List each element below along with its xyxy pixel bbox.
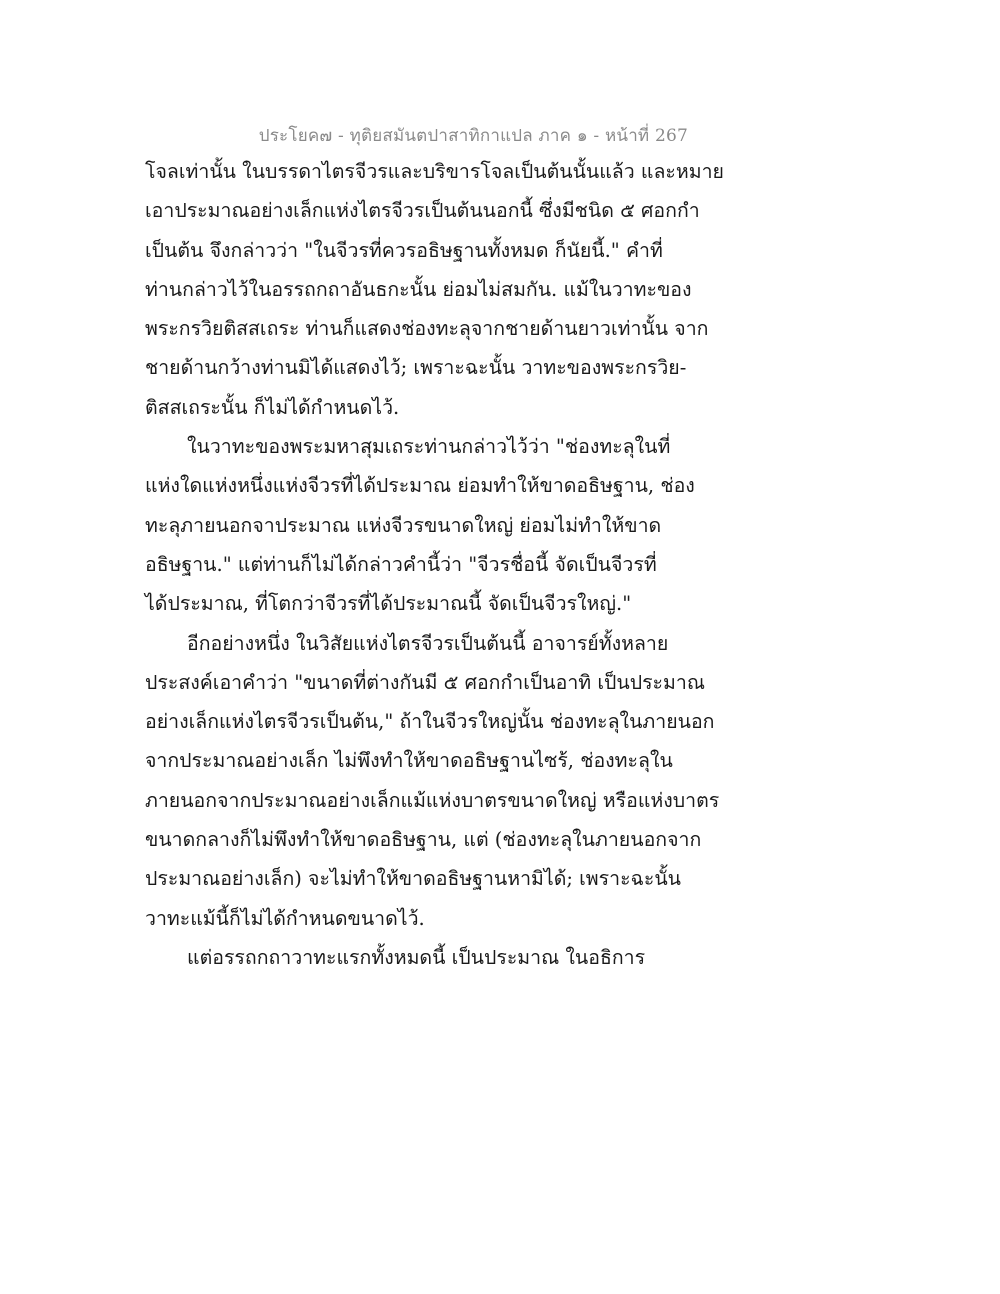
running-header: ประโยค๗ - ทุติยสมันตปาสาทิกาแปล ภาค ๑ - หน้าที่ 267 — [258, 126, 688, 146]
text-line: ได้ประมาณ, ที่โตกว่าจีวรที่ได้ประมาณนี้ จัดเป็นจีวรใหญ่." — [145, 592, 632, 616]
text-line: ติสสเถระนั้น ก็ไม่ได้กำหนดไว้. — [145, 395, 400, 419]
text-line: วาทะแม้นี้ก็ไม่ได้กำหนดขนาดไว้. — [145, 906, 425, 930]
text-line: ชายด้านกว้างท่านมิได้แสดงไว้; เพราะฉะนั้น วาทะของพระกรวิย- — [145, 356, 687, 380]
text-line: ท่านกล่าวไว้ในอรรถกถาอันธกะนั้น ย่อมไม่สมกัน. แม้ในวาทะของ — [145, 277, 692, 301]
text-line: พระกรวิยติสสเถระ ท่านก็แสดงช่องทะลุจากชายด้านยาวเท่านั้น จาก — [145, 317, 709, 341]
text-line: โจลเท่านั้น ในบรรดาไตรจีวรและบริขารโจลเป็นต้นนั้นแล้ว และหมาย — [145, 160, 724, 183]
text-line: อย่างเล็กแห่งไตรจีวรเป็นต้น," ถ้าในจีวรใหญ่นั้น ช่องทะลุในภายนอก — [145, 710, 715, 734]
text-line: ขนาดกลางก็ไม่พึงทำให้ขาดอธิษฐาน, แต่ (ช่องทะลุในภายนอกจาก — [145, 828, 702, 852]
text-line: ประสงค์เอาคำว่า "ขนาดที่ต่างกันมี ๕ ศอกกำเป็นอาทิ เป็นประมาณ — [145, 670, 705, 694]
text-line: เป็นต้น จึงกล่าวว่า "ในจีวรที่ควรอธิษฐานทั้งหมด ก็นัยนี้." คำที่ — [145, 238, 663, 262]
text-line: จากประมาณอย่างเล็ก ไม่พึงทำให้ขาดอธิษฐานไซร้, ช่องทะลุใน — [145, 749, 673, 773]
body-text — [145, 152, 725, 977]
text-line: อธิษฐาน." แต่ท่านก็ไม่ได้กล่าวคำนี้ว่า "จีวรชื่อนี้ จัดเป็นจีวรที่ — [145, 552, 657, 576]
text-line: ทะลุภายนอกจาประมาณ แห่งจีวรขนาดใหญ่ ย่อมไม่ทำให้ขาด — [145, 513, 662, 537]
text-line: แห่งใดแห่งหนึ่งแห่งจีวรที่ได้ประมาณ ย่อมทำให้ขาดอธิษฐาน, ช่อง — [145, 474, 695, 498]
paragraph-first-line: ในวาทะของพระมหาสุมเถระท่านกล่าวไว้ว่า "ช่องทะลุในที่ — [187, 435, 671, 459]
text-line: ประมาณอย่างเล็ก) จะไม่ทำให้ขาดอธิษฐานหามิได้; เพราะฉะนั้น — [145, 867, 681, 891]
paragraph-first-line: แต่อรรถกถาวาทะแรกทั้งหมดนี้ เป็นประมาณ ในอธิการ — [187, 945, 646, 969]
paragraph-first-line: อีกอย่างหนึ่ง ในวิสัยแห่งไตรจีวรเป็นต้นนี้ อาจารย์ทั้งหลาย — [187, 631, 669, 655]
text-line: เอาประมาณอย่างเล็กแห่งไตรจีวรเป็นต้นนอกนี้ ซึ่งมีชนิด ๕ ศอกกำ — [145, 199, 700, 223]
text-line: ภายนอกจากประมาณอย่างเล็กแม้แห่งบาตรขนาดใหญ่ หรือแห่งบาตร — [145, 788, 720, 812]
